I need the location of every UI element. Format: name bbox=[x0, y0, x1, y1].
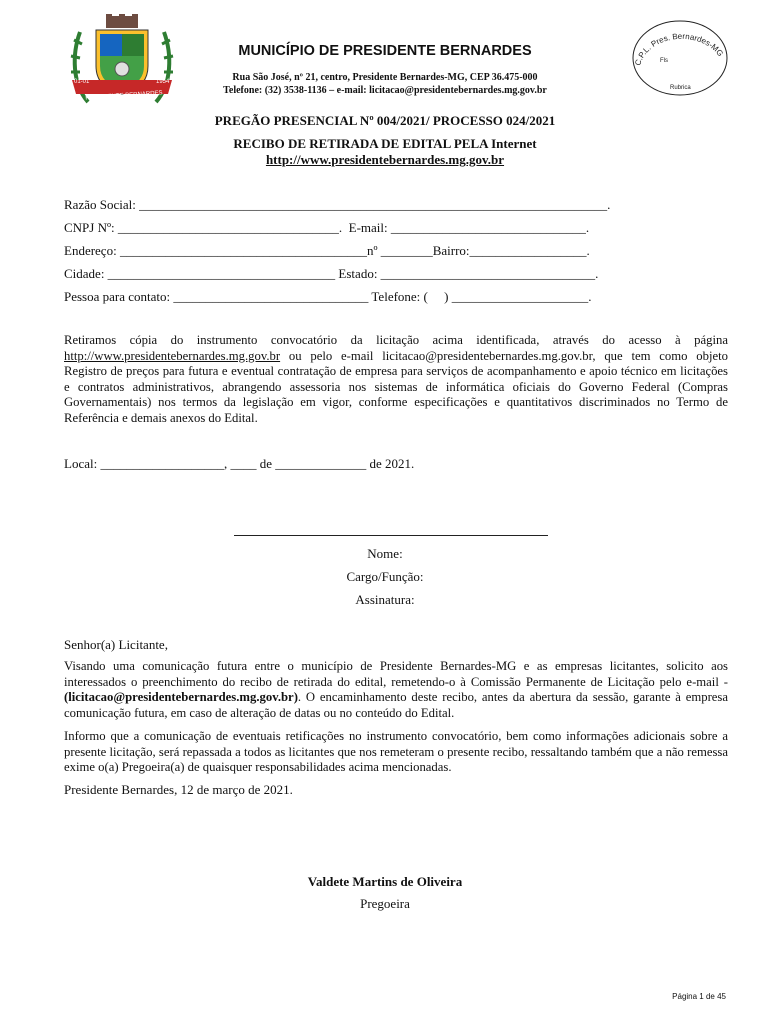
stamp-ring-text: C.P.L. Pres. Bernardes-MG bbox=[633, 31, 726, 67]
paragraph-text-b: ou pelo e-mail licitacao@presidentebernardes.mg.gov.br bbox=[280, 348, 593, 363]
signer-name: Valdete Martins de Oliveira bbox=[307, 874, 463, 889]
stamp-rubrica: Rubrica bbox=[670, 85, 691, 91]
process-title: PREGÃO PRESENCIAL Nº 004/2021/ PROCESSO 024/2021 bbox=[214, 113, 556, 128]
letter-paragraph-1 bbox=[64, 659, 728, 721]
receipt-title: RECIBO DE RETIRADA DE EDITAL PELA Internet bbox=[233, 136, 537, 151]
cargo-label: Cargo/Função: bbox=[346, 569, 424, 584]
cnpj-email-field[interactable]: CNPJ Nº: __________________________________. E-mail: ______________________________. bbox=[64, 220, 590, 235]
signature-line bbox=[234, 535, 548, 536]
letter-p1-text: Visando uma comunicação futura entre o município de Presidente Bernardes-MG e as empresas licitantes, solicito aos interessados o preenchimento do recibo de retirada do edital, remetendo-o à Comissão Permanente de Licitação pelo e-mail - bbox=[64, 659, 728, 689]
cpl-stamp bbox=[630, 18, 730, 98]
nome-label: Nome: bbox=[367, 546, 403, 561]
local-date-field[interactable]: Local: ___________________, ____ de ______________ de 2021. bbox=[64, 456, 415, 471]
contato-telefone-field[interactable]: Pessoa para contato: ______________________________ Telefone: ( ) _____________________. bbox=[64, 289, 592, 304]
assinatura-label: Assinatura: bbox=[355, 592, 415, 607]
letter-p1-text-end: . O encaminhamento deste recibo, antes da abertura da sessão, garante à empresa comunicação futura, em caso de alteração de datas ou no conteúdo do Edital. bbox=[64, 690, 728, 720]
crest-banner-text: PRESIDENTE BERNARDES bbox=[85, 90, 163, 102]
letter-greeting: Senhor(a) Licitante, bbox=[64, 637, 168, 652]
letter-p1-email: (licitacao@presidentebernardes.mg.gov.br) bbox=[64, 690, 298, 705]
site-link[interactable]: http://www.presidentebernardes.mg.gov.br bbox=[265, 152, 505, 167]
receipt-paragraph bbox=[64, 333, 728, 427]
cidade-estado-field[interactable]: Cidade: ___________________________________ Estado: _________________________________. bbox=[64, 266, 599, 281]
paragraph-text-c: , que tem como objeto Registro de preços para futura e eventual contratação de empresa para serviços de acompanhamento e apoio técnico em licitações e contratos administrativos, abrangendo assessoria nos sistemas de informática oficiais do Governo Federal (Compras Governamentais) nos termos da legislação em vigor, conforme especificações e quantitativos discriminados no Termo de Referência e demais anexos do Edital. bbox=[64, 348, 728, 425]
header-contact: Telefone: (32) 3538-1136 – e-mail: licitacao@presidentebernardes.mg.gov.br bbox=[223, 85, 547, 96]
header-address: Rua São José, nº 21, centro, Presidente Bernardes-MG, CEP 36.475-000 bbox=[232, 72, 538, 83]
stamp-fls: Fls bbox=[660, 58, 668, 64]
letter-paragraph-2: Informo que a comunicação de eventuais retificações no instrumento convocatório, bem como informações adicionais sobre a presente licitação, será repassada a todos as licitantes que nos remeteram o presente recibo, ressaltando também que a não remessa exime o(a) Pregoeira(a) de quaisquer responsabilidades acima mencionadas. bbox=[64, 729, 728, 775]
page-number: Página 1 de 45 bbox=[672, 992, 726, 1001]
razao-social-field[interactable]: Razão Social: ________________________________________________________________________. bbox=[64, 197, 611, 212]
paragraph-link[interactable]: http://www.presidentebernardes.mg.gov.br bbox=[64, 348, 281, 363]
crest-right-year: 1954 bbox=[156, 79, 170, 85]
endereco-field[interactable]: Endereço: ______________________________________nº ________Bairro:__________________. bbox=[64, 243, 590, 258]
crest-left-year: 01-01 bbox=[74, 79, 90, 85]
signer-role: Pregoeira bbox=[360, 896, 410, 911]
paragraph-text-a: Retiramos cópia do instrumento convocatório da licitação acima identificada, através do acesso à página bbox=[64, 333, 728, 347]
svg-text:C.P.L. Pres. Bernardes-MG bbox=[633, 32, 725, 67]
letter-date: Presidente Bernardes, 12 de março de 2021. bbox=[64, 782, 293, 797]
municipality-title: MUNICÍPIO DE PRESIDENTE BERNARDES bbox=[238, 43, 532, 59]
